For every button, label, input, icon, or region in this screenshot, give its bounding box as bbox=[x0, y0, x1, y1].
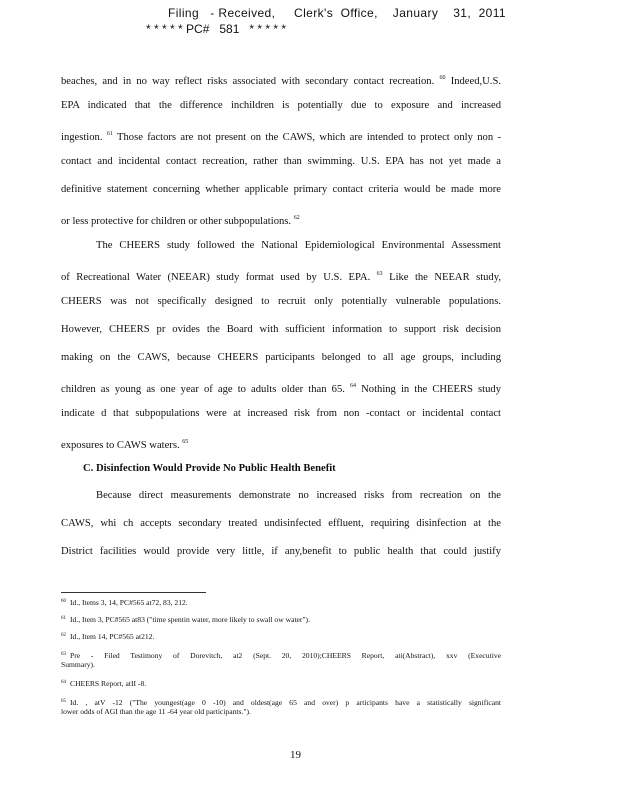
footnote-ref: 60 bbox=[439, 75, 446, 81]
footnote-ref: 65 bbox=[182, 439, 189, 445]
footnote-ref: 63 bbox=[376, 271, 383, 277]
body-line: children as young as one year of age to adults older than 65. $^{64}$ Nothing in the CHEERS study bbox=[61, 383, 502, 395]
footnote-ref: 61 bbox=[106, 131, 113, 137]
body-line: of Recreational Water (NEEAR) study format used by U.S. EPA. $^{63}$ Like the NEEAR study, bbox=[61, 271, 501, 283]
body-line: The CHEERS study followed the National Epidemiological Environmental Assessment bbox=[96, 240, 501, 251]
footnote-continuation: Summary). bbox=[61, 660, 95, 669]
body-line: CHEERS was not specifically designed to recruit only potentially vulnerable populations. bbox=[61, 296, 501, 307]
body-line: or less protective for children or other subpopulations. $^{62}$ bbox=[61, 215, 300, 227]
body-line: exposures to CAWS waters. $^{65}$ bbox=[61, 439, 189, 451]
footnote-ref: 62 bbox=[293, 215, 300, 221]
footnote: $^{64}$ CHEERS Report, atII -8. bbox=[61, 679, 147, 688]
body-line: definitive statement concerning whether applicable primary contact criteria would be made more bbox=[61, 184, 501, 195]
page-number: 19 bbox=[290, 749, 301, 761]
footnote: $^{63}$ Pre - Filed Testimony of Dorevitch, at2 (Sept. 20, 2010);CHEERS Report, ati(Abstract), xxv (Executive bbox=[61, 651, 501, 660]
body-line: indicate d that subpopulations were at increased risk from non -contact or incidental contact bbox=[61, 408, 501, 419]
body-line: beaches, and in no way reflect risks associated with secondary contact recreation. $^{60}$ Indeed,U.S. bbox=[61, 75, 501, 87]
body-line: However, CHEERS pr ovides the Board with sufficient information to support risk decision bbox=[61, 324, 501, 335]
body-line: contact and incidental contact recreation, rather than swimming. U.S. EPA has not yet made a bbox=[61, 156, 501, 167]
body-line: CAWS, whi ch accepts secondary treated undisinfected effluent, requiring disinfection at the bbox=[61, 518, 501, 529]
body-line: EPA indicated that the difference inchildren is potentially due to exposure and increased bbox=[61, 100, 501, 111]
footnote: $^{60}$ Id., Items 3, 14, PC#565 at72, 83, 212. bbox=[61, 598, 188, 607]
body-line: ingestion. $^{61}$ Those factors are not present on the CAWS, which are intended to protect only non - bbox=[61, 131, 501, 143]
filing-header: Filing - Received, Clerk's Office, January 31, 2011 bbox=[168, 6, 506, 20]
body-line: making on the CAWS, because CHEERS participants belonged to all age groups, including bbox=[61, 352, 501, 363]
body-line: Because direct measurements demonstrate no increased risks from recreation on the bbox=[96, 490, 501, 501]
footnote: $^{65}$ Id. , atV -12 ("The youngest(age 0 -10) and oldest(age 65 and over) p articipants have a statistically significant bbox=[61, 698, 501, 707]
pc-number-header: * * * * * PC# 581 * * * * * bbox=[146, 22, 287, 36]
footnote: $^{62}$ Id., Item 14, PC#565 at212. bbox=[61, 632, 155, 641]
section-heading: C. Disinfection Would Provide No Public Health Benefit bbox=[83, 463, 336, 474]
footnote: $^{61}$ Id., Item 3, PC#565 at83 ("time spentin water, more likely to swall ow water"). bbox=[61, 615, 310, 624]
footnote-continuation: lower odds of AGI than the age 11 -64 year old participants."). bbox=[61, 707, 251, 716]
footnote-ref: 64 bbox=[350, 383, 357, 389]
body-line: District facilities would provide very little, if any,benefit to public health that could justify bbox=[61, 546, 501, 557]
footnote-divider bbox=[61, 592, 206, 593]
